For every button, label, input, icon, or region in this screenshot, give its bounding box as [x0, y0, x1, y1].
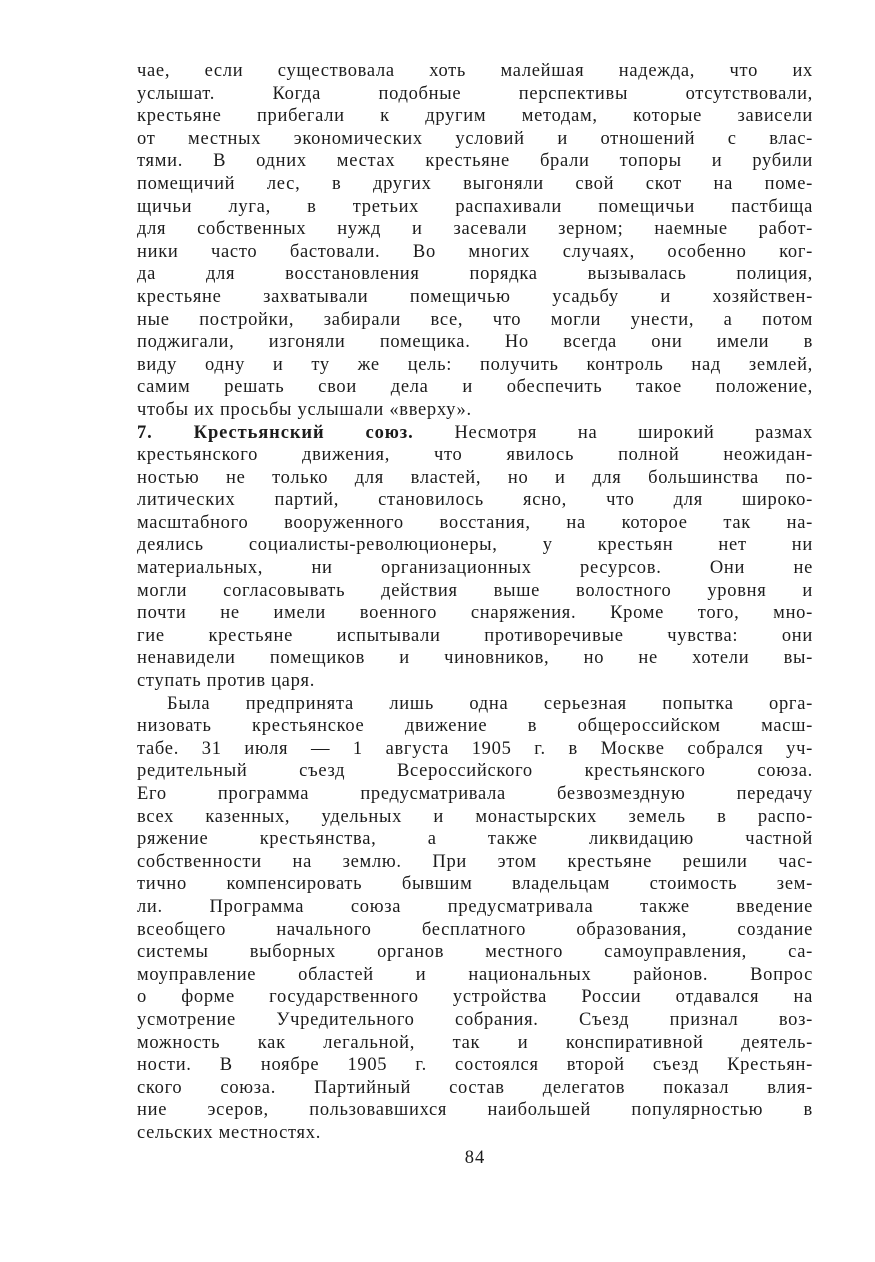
text-line: тями. В одних местах крестьяне брали топоры и рубили	[137, 151, 813, 172]
text-line: крестьяне прибегали к другим методам, которые зависели	[137, 106, 813, 127]
section-7-peasant-union-paragraph	[137, 422, 813, 693]
text-line: собственности на землю. При этом крестьяне решили час-	[137, 851, 813, 872]
text-line: для собственных нужд и засевали зерном; наемные работ-	[137, 219, 813, 240]
text-line: тично компенсировать бывшим владельцам стоимость зем-	[137, 874, 813, 895]
text-line: деялись социалисты-революционеры, у крестьян нет ни	[137, 535, 813, 556]
text-line: виду одну и ту же цель: получить контроль над землей,	[137, 354, 813, 375]
text-line: крестьяне захватывали помещичью усадьбу и хозяйствен-	[137, 286, 813, 307]
page-text	[137, 60, 813, 1145]
text-line: ные постройки, забирали все, что могли унести, а потом	[137, 309, 813, 330]
text-line: ники часто бастовали. Во многих случаях, особенно ког-	[137, 241, 813, 262]
text-line: Была предпринята лишь одна серьезная попытка орга-	[167, 693, 813, 714]
text-line: редительный съезд Всероссийского крестьянского союза.	[137, 761, 813, 782]
text-line: сельских местностях.	[137, 1122, 322, 1143]
text-line: ние эсеров, пользовавшихся наибольшей популярностью в	[137, 1100, 813, 1121]
text-line: Его программа предусматривала безвозмездную передачу	[137, 784, 813, 804]
union-congress-paragraph	[137, 693, 813, 1145]
text-line: системы выборных органов местного самоуправления, са-	[137, 942, 813, 963]
text-line: ступать против царя.	[137, 671, 316, 692]
text-line: да для восстановления порядка вызывалась полиция,	[137, 264, 813, 285]
text-line: всех казенных, удельных и монастырских земель в распо-	[137, 806, 813, 827]
text-line: материальных, ни организационных ресурсов. Они не	[137, 558, 813, 579]
text-line: поджигали, изгоняли помещика. Но всегда они имели в	[137, 332, 813, 353]
text-line: ряжение крестьянства, а также ликвидацию частной	[137, 829, 813, 850]
text-line: ности. В ноябре 1905 г. состоялся второй съезд Крестьян-	[137, 1055, 813, 1076]
text-line: услышат. Когда подобные перспективы отсутствовали,	[137, 83, 813, 104]
text-line: можность как легальной, так и конспиративной деятель-	[137, 1032, 813, 1053]
text-line: щичьи луга, в третьих распахивали помещичьи пастбища	[137, 196, 813, 217]
text-line: почти не имели военного снаряжения. Кроме того, мно-	[137, 603, 813, 624]
text-line: самим решать свои дела и обеспечить такое положение,	[137, 377, 813, 398]
text-line: ли. Программа союза предусматривала также введение	[137, 896, 813, 917]
text-line: низовать крестьянское движение в общероссийском масш-	[137, 716, 813, 737]
text-line: всеобщего начального бесплатного образования, создание	[137, 919, 813, 940]
text-line: ского союза. Партийный состав делегатов показал влия-	[137, 1077, 813, 1098]
text-line: моуправление областей и национальных районов. Вопрос	[137, 964, 813, 985]
text-line: гие крестьяне испытывали противоречивые чувства: они	[137, 625, 813, 646]
text-line: чае, если существовала хоть малейшая надежда, что их	[137, 61, 813, 81]
text-line: табе. 31 июля — 1 августа 1905 г. в Москве собрался уч-	[137, 738, 813, 759]
text-line: усмотрение Учредительного собрания. Съезд признал воз-	[137, 1009, 813, 1030]
text-line: ностью не только для властей, но и для большинства по-	[137, 467, 813, 488]
text-line: от местных экономических условий и отношений с влас-	[137, 128, 813, 149]
text-line: о форме государственного устройства России отдавался на	[137, 987, 813, 1008]
section-heading-bold: 7. Крестьянский союз.	[137, 422, 414, 443]
text-line: крестьянского движения, что явилось полной неожидан-	[137, 445, 813, 466]
continuation-paragraph	[137, 60, 813, 422]
text-line: помещичий лес, в других выгоняли свой скот на поме-	[137, 173, 813, 194]
text-line: чтобы их просьбы услышали «вверху».	[137, 399, 472, 420]
text-line: литических партий, становилось ясно, что для широко-	[137, 490, 813, 511]
text-line: ненавидели помещиков и чиновников, но не хотели вы-	[137, 648, 813, 669]
text-line: 7. Крестьянский союз. Несмотря на широкий размах	[137, 422, 813, 443]
page-number: 84	[464, 1148, 486, 1168]
text-line: масштабного вооруженного восстания, на которое так на-	[137, 512, 813, 533]
text-line: могли согласовывать действия выше волостного уровня и	[137, 580, 813, 601]
